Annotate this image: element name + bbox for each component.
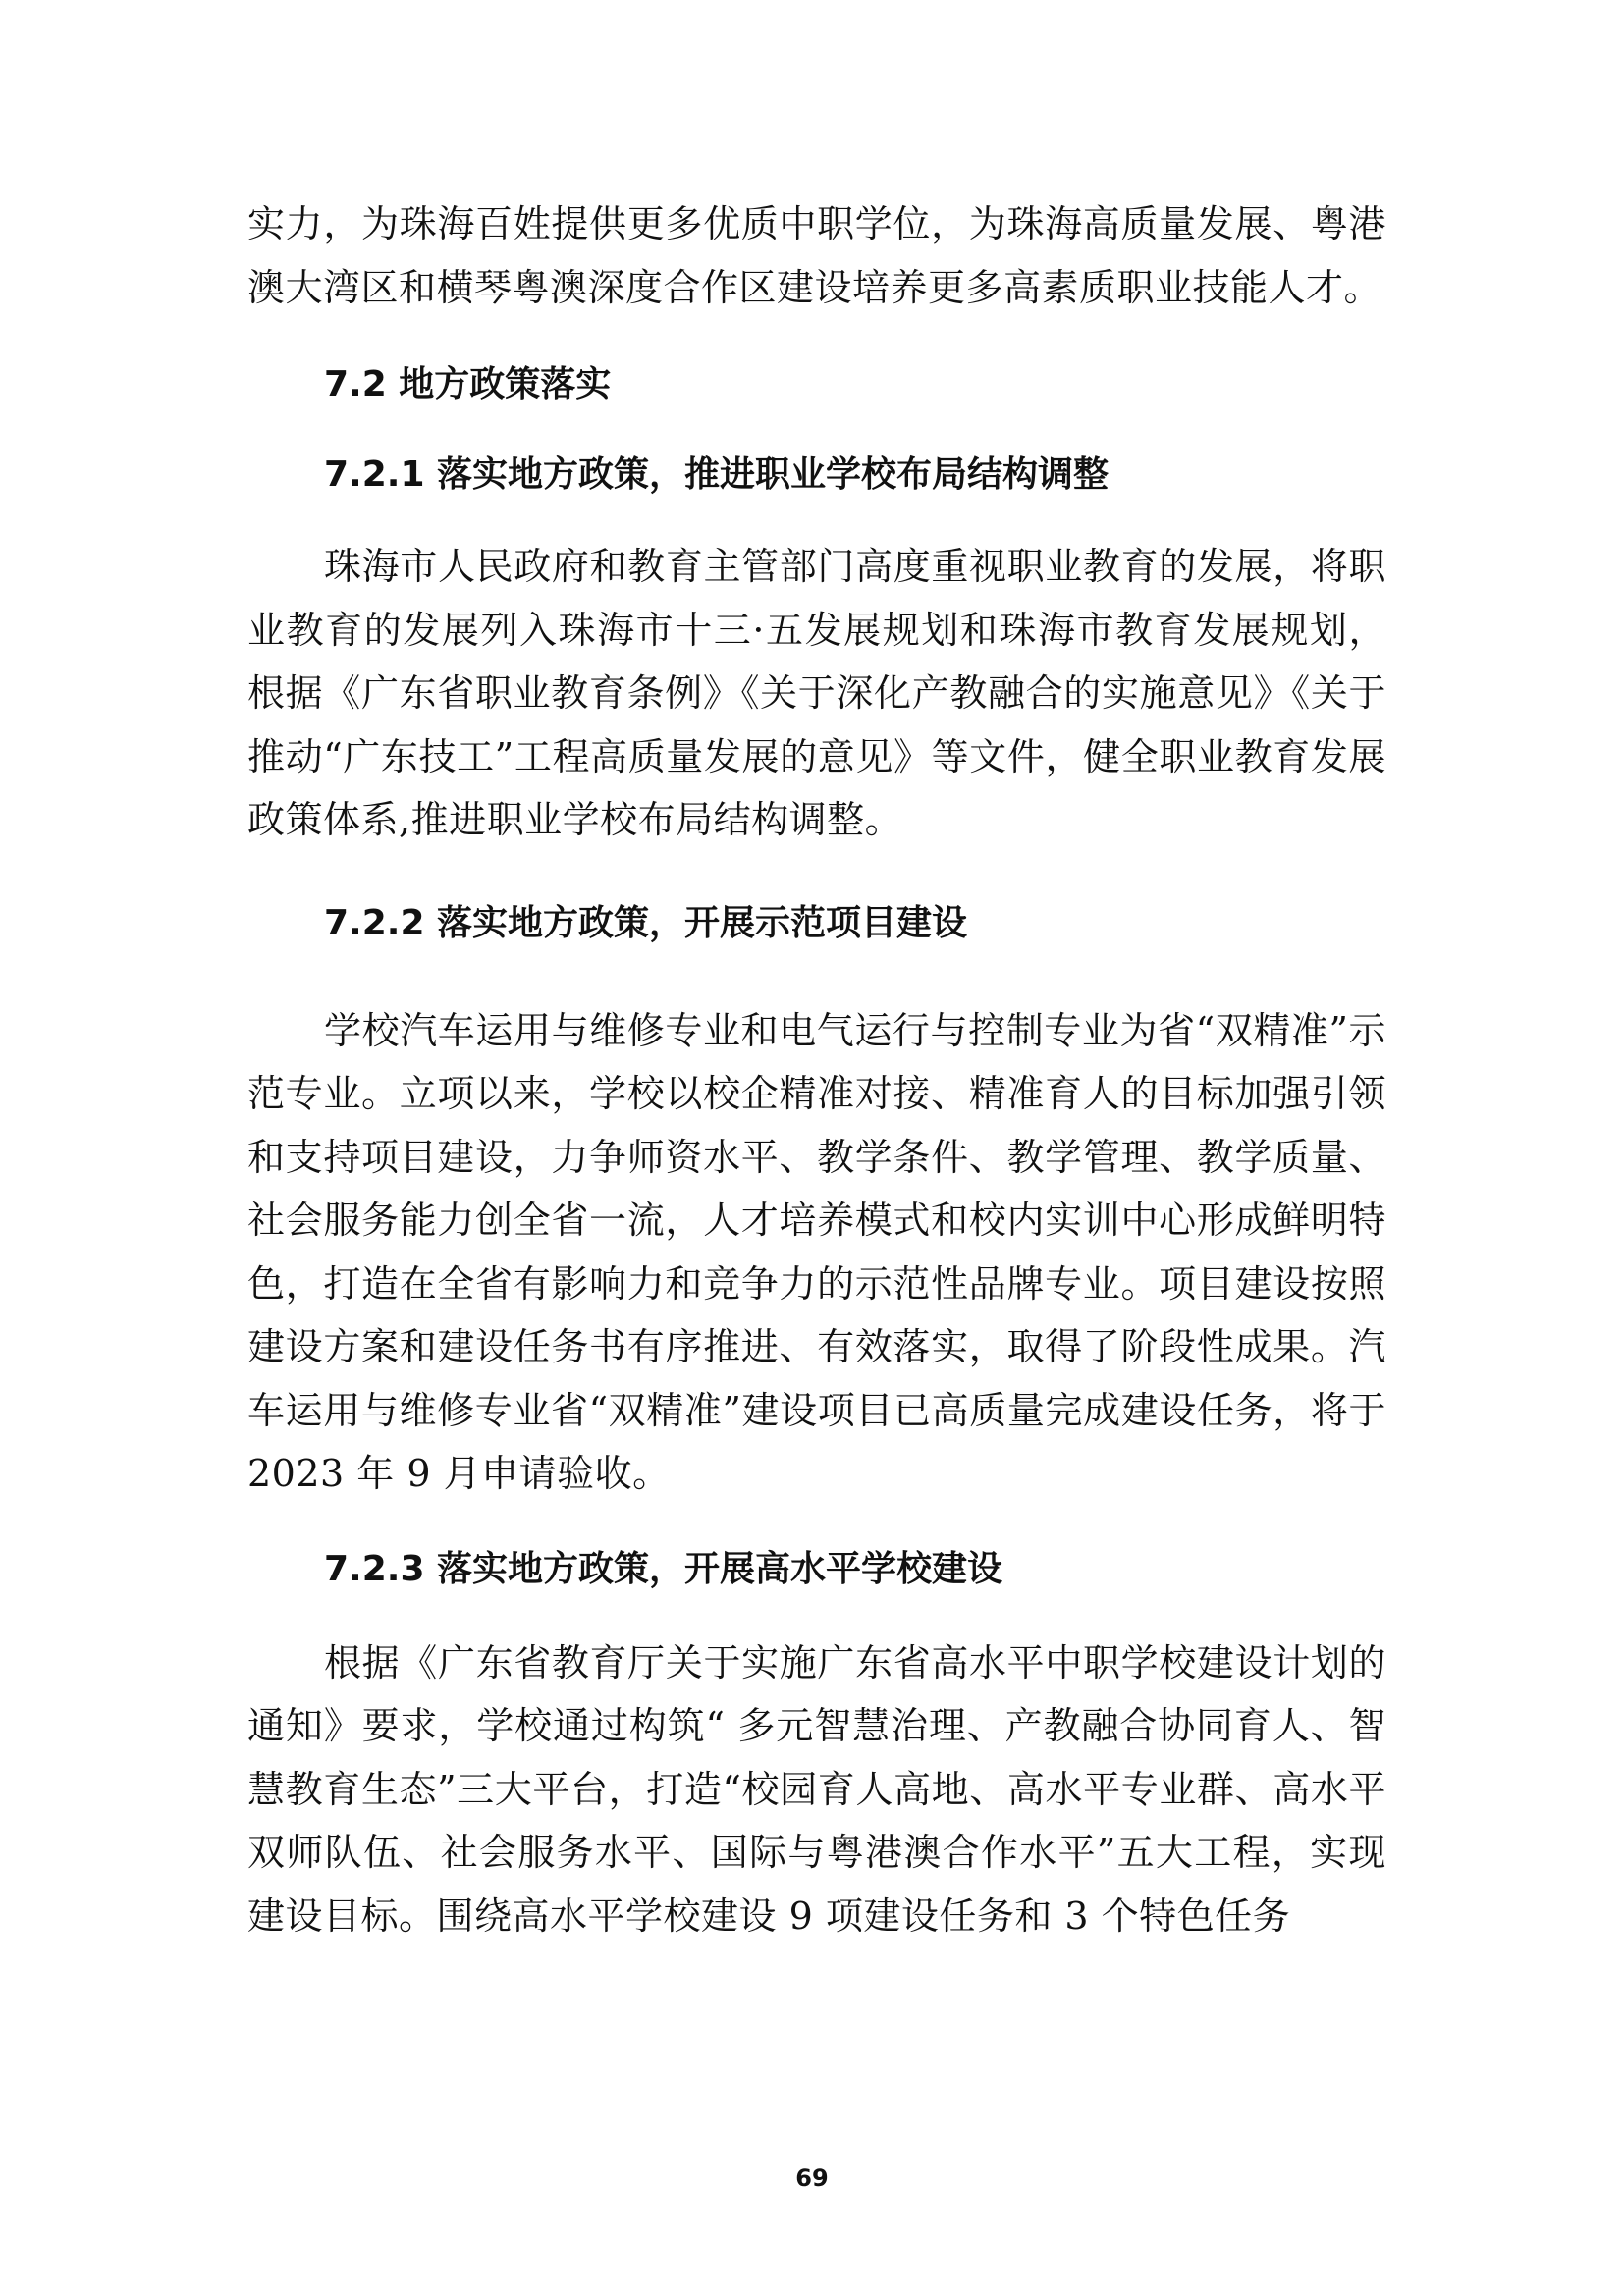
section-heading-7-2: 7.2 地方政策落实 [324,364,612,404]
document-page [247,192,1386,1948]
section-7-2-3-paragraph: 根据《广东省教育厅关于实施广东省高水平中职学校建设计划的通知》要求，学校通过构筑“ 多元智慧治理、产教融合协同育人、智慧教育生态”三大平台，打造“校园育人高地、高水平专业群、高水平双师队伍、社会服务水平、国际与粤港澳合作水平”五大工程，实现建设目标。围绕高水平学校建设 9 项建设任务和 3 个特色任务 [247,1640,1386,1938]
section-heading-7-2-3: 7.2.3 落实地方政策，开展高水平学校建设 [324,1548,1003,1589]
section-heading-7-2-1: 7.2.1 落实地方政策，推进职业学校布局结构调整 [324,454,1110,495]
page-number: 69 [795,2164,829,2192]
intro-continuation-paragraph: 实力，为珠海百姓提供更多优质中职学位，为珠海高质量发展、粤港澳大湾区和横琴粤澳深度合作区建设培养更多高素质职业技能人才。 [247,202,1386,309]
section-heading-7-2-2: 7.2.2 落实地方政策，开展示范项目建设 [324,902,968,943]
section-7-2-1-paragraph: 珠海市人民政府和教育主管部门高度重视职业教育的发展，将职业教育的发展列入珠海市十三·五发展规划和珠海市教育发展规划，根据《广东省职业教育条例》《关于深化产教融合的实施意见》《关于推动“广东技工”工程高质量发展的意见》等文件，健全职业教育发展政策体系,推进职业学校布局结构调整。 [247,545,1386,841]
section-7-2-2-paragraph: 学校汽车运用与维修专业和电气运行与控制专业为省“双精准”示范专业。立项以来，学校以校企精准对接、精准育人的目标加强引领和支持项目建设，力争师资水平、教学条件、教学管理、教学质量、社会服务能力创全省一流，人才培养模式和校内实训中心形成鲜明特色，打造在全省有影响力和竞争力的示范性品牌专业。项目建设按照建设方案和建设任务书有序推进、有效落实，取得了阶段性成果。汽车运用与维修专业省“双精准”建设项目已高质量完成建设任务，将于 2023 年 9 月申请验收。 [247,1008,1386,1495]
